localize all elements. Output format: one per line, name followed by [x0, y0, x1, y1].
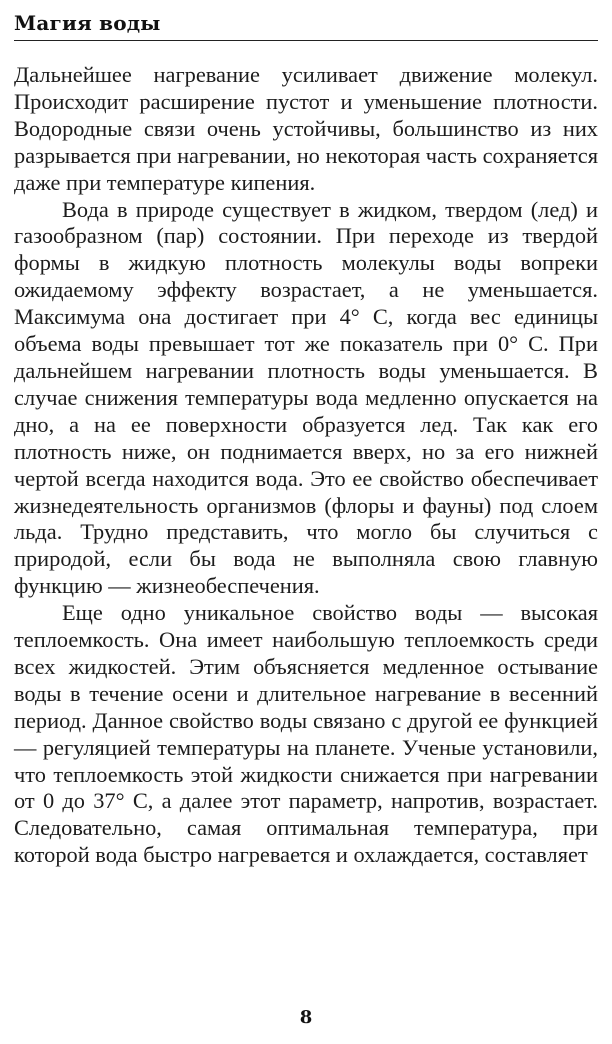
paragraph: Дальнейшее нагревание усиливает движение молекул. Происходит расширение пустот и уменьшение плотности. Водородные связи очень устойчивы, большинство из них разрывается при нагревании, но некоторая часть сохраняется даже при температуре кипения.: [14, 62, 598, 195]
page-number: 8: [299, 1007, 313, 1028]
running-header: [14, 10, 598, 41]
paragraph: Вода в природе существует в жидком, твердом (лед) и газообразном (пар) состоянии. При переходе из твердой формы в жидкую плотность молекулы воды вопреки ожидаемому эффекту возрастает, а не уменьшается. Максимума она достигает при 4° С, когда вес единицы объема воды превышает тот же показатель при 0° С. При дальнейшем нагревании плотность воды уменьшается. В случае снижения температуры вода медленно опускается на дно, а на ее поверхности образуется лед. Так как его плотность ниже, он поднимается вверх, но за его нижней чертой всегда находится вода. Это ее свойство обеспечивает жизнедеятельность организмов (флоры и фауны) под слоем льда. Трудно представить, что могло бы случиться с природой, если бы вода не выполняла свою главную функцию — жизнеобеспечения.: [14, 196, 598, 599]
running-header-title: Магия воды: [14, 11, 161, 35]
body-text: [14, 62, 598, 869]
paragraph: Еще одно уникальное свойство воды — высокая теплоемкость. Она имеет наибольшую теплоемкость среди всех жидкостей. Этим объясняется медленное остывание воды в течение осени и длительное нагревание в весенний период. Данное свойство воды связано с другой ее функцией — регуляцией температуры на планете. Ученые установили, что теплоемкость этой жидкости снижается при нагревании от 0 до 37° С, а далее этот параметр, напротив, возрастает. Следовательно, самая оптимальная температура, при которой вода быстро нагревается и охлаждается, составляет: [14, 600, 598, 868]
